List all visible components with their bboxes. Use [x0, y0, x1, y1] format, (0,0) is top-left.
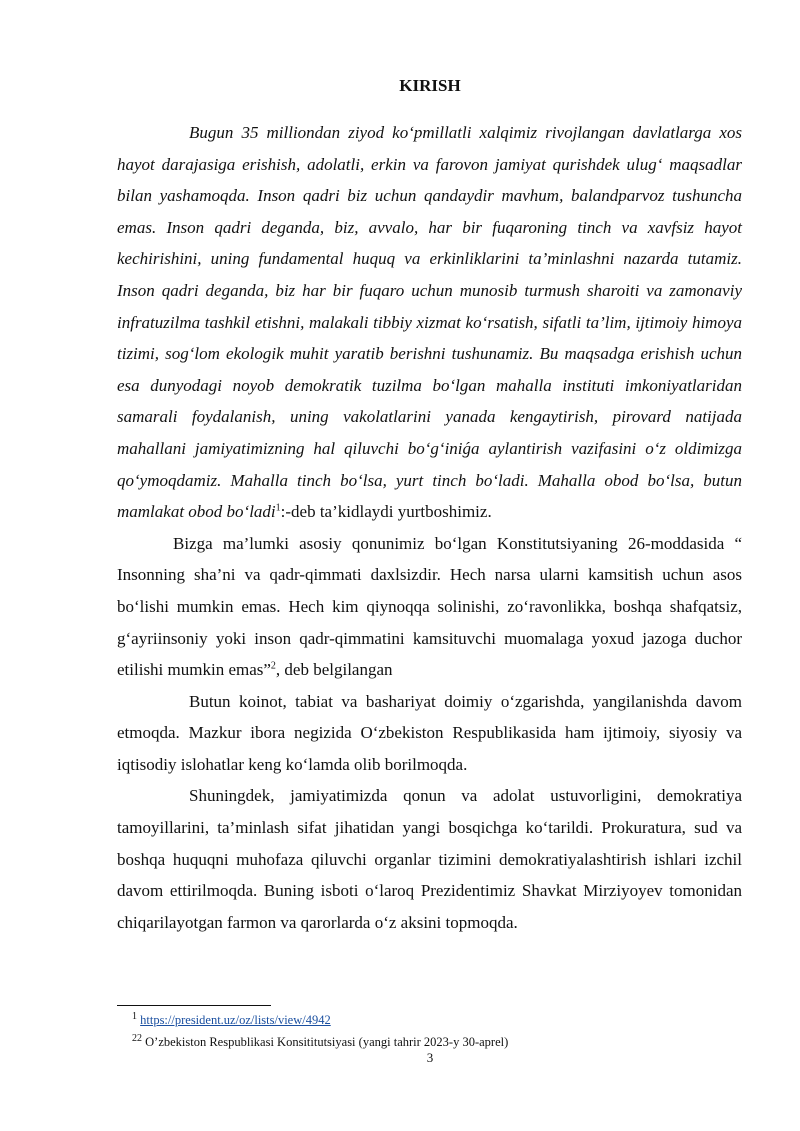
footnote-separator — [117, 1005, 271, 1006]
footnote-ref-1[interactable]: 1 — [275, 502, 281, 514]
body-text — [117, 117, 742, 938]
footnote-mark-1: 1 — [132, 1010, 137, 1022]
intro-quote-tail: :-deb ta’kidlaydi yurtboshimiz. — [280, 502, 492, 522]
page-number: 3 — [426, 1050, 434, 1065]
intro-quote-text: Bugun 35 milliondan ziyod ko‘pmillatli xalqimiz rivojlangan davlatlarga xos hayot darajasiga erishish, adolatli, erkin va farovon jamiyat qurishdek ulug‘ maqsadlar bilan yashamoqda. Inson qadri biz uchun qandaydir mavhum, balandparvoz tushuncha emas. Inson qadri deganda, biz, avvalo, har bir fuqaroning tinch va xavfsiz hayot kechirishini, uning fundamental huquq va erkinliklarini ta’minlashni nazarda tutamiz. Inson qadri deganda, biz har bir fuqaro uchun munosib turmush sharoiti va zamonaviy infratuzilma tashkil etishni, malakali tibbiy xizmat ko‘rsatish, sifatli ta’lim, ijtimoiy himoya tizimi, sog‘lom ekologik muhit yaratib berishni tushunamiz. Bu maqsadga erishish uchun esa dunyodagi noyob demokratik tuzilma bo‘lgan mahalla instituti imkoniyatlaridan samarali foydalanish, uning vakolatlarini yanada kengaytirish, pirovard natijada mahallani jamiyatimizning hal qiluvchi bo‘g‘iniǵa aylantirish vazifasini o‘z oldimizga qo‘ymoqdamiz. Mahalla tinch bo‘lsa, yurt tinch bo‘ladi. Mahalla obod bo‘lsa, butun mamlakat obod bo‘ladi — [117, 123, 742, 522]
footnote-mark-2: 22 — [132, 1032, 142, 1044]
paragraph-justice: Shuningdek, jamiyatimizda qonun va adolat ustuvorligini, demokratiya tamoyillarini, ta’minlash sifat jihatidan yangi bosqichga ko‘tarildi. Prokuratura, sud va boshqa huquqni muhofaza qiluvchi organlar tizimini demokratiyalashtirish ishlari izchil davom ettirilmoqda. Buning isboti o‘laroq Prezidentimiz Shavkat Mirziyoyev tomonidan chiqarilayotgan farmon va qarorlarda o‘z aksini topmoqda. — [117, 786, 742, 932]
footnote-1 — [132, 1009, 742, 1031]
page-title: KIRISH — [399, 76, 461, 95]
footnote-ref-2[interactable]: 2 — [270, 660, 276, 672]
constitution-text: Bizga ma’lumki asosiy qonunimiz bo‘lgan Konstitutsiyaning 26-moddasida “ Insonning sha’ni va qadr-qimmati daxlsizdir. Hech narsa ularni kamsitish uchun asos bo‘lishi mumkin emas. Hech kim qiynoqqa solinishi, zo‘ravonlikka, boshqa shafqatsiz, g‘ayriinsoniy yoki inson qadr-qimmatini kamsituvchi muomalaga yoxud jazoga duchor etilishi mumkin emas” — [117, 533, 742, 680]
footnotes — [132, 1009, 742, 1053]
paragraph-intro-quote — [117, 117, 742, 528]
paragraph-reforms: Butun koinot, tabiat va bashariyat doimiy o‘zgarishda, yangilanishda davom etmoqda. Mazkur ibora negizida O‘zbekiston Respublikasida ham ijtimoiy, siyosiy va iqtisodiy islohatlar keng ko‘lamda olib borilmoqda. — [117, 691, 742, 774]
footnote-link[interactable]: https://president.uz/oz/lists/view/4942 — [140, 1013, 331, 1027]
paragraph-constitution — [117, 528, 742, 686]
constitution-tail: , deb belgilangan — [275, 660, 393, 680]
footnote-text: O’zbekiston Respublikasi Konsititutsiyasi (yangi tahrir 2023-y 30-aprel) — [145, 1035, 509, 1049]
